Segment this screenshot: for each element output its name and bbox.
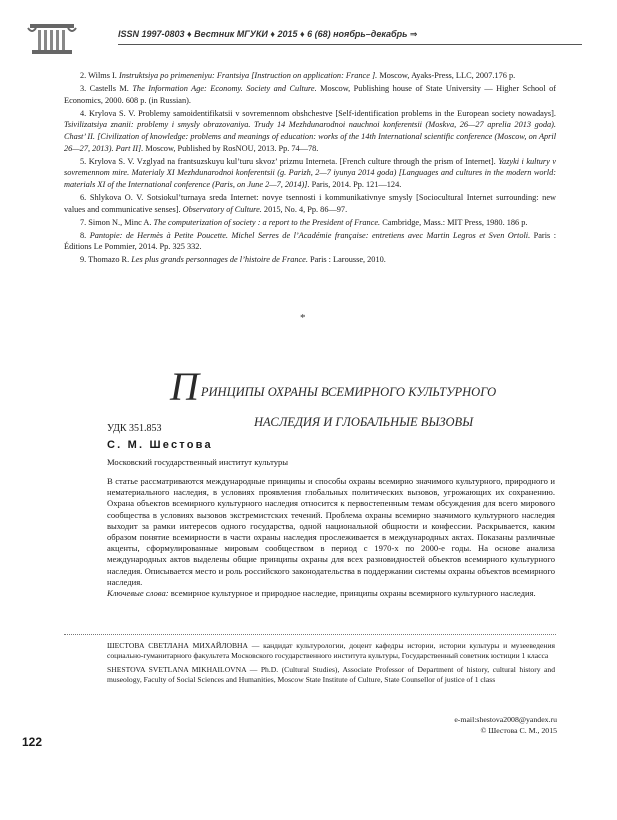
reference-item: 6. Shlykova O. V. Sotsiokul’turnaya sreda Internet: novye tsennosti i kommunikativnye smysly [Sociocultural Internet surrounding: new values and communicative senses]. Observatory of Culture. 2015, No. 4, Pp. 86—97. [64, 192, 556, 214]
journal-info: ISSN 1997-0803 ♦ Вестник МГУКИ ♦ 2015 ♦ 6 (68) ноябрь–декабрь ⇒ [118, 29, 418, 39]
bio-russian: ШЕСТОВА СВЕТЛАНА МИХАЙЛОВНА — кандидат культурологии, доцент кафедры истории, истории культуры и музееведения социально-гуманитарного факультета Московского государственного института культуры, Государственный советник юстиции 1 класса [107, 641, 555, 661]
reference-item: 8. Pantopie: de Hermès à Petite Poucette. Michel Serres de l’Académie française: entretiens avec Martin Legros et Sven Ortoli. Paris : Éditions Le Pommier, 2014. Pp. 325 332. [64, 230, 557, 252]
reference-item: 4. Krylova S. V. Problemy samoidentifikatsii v sovremennom obshchestve [Self-identification problems in the European society nowadays]. Tsivilizatsiya znanii: problemy i smysly obrazovaniya. Trudy 14 Mezhdunarodnoi nauchnoi konferentsii (Moskva, 26—27 aprelia 2013 goda). Chast’ II. [Civilization of knowledge: problems and meanings of education: works of the 14th International scientific conference (Moscow, on April 26—27, 2013). Part II]. Moscow, Published by RosNOU, 2013. Pp. 74—78. [64, 108, 556, 153]
section-separator-star: * [300, 312, 306, 324]
title-line-1-text: РИНЦИПЫ ОХРАНЫ ВСЕМИРНОГО КУЛЬТУРНОГО [200, 385, 497, 399]
author-email: e-mail:shestova2008@yandex.ru [454, 715, 557, 724]
running-header [22, 22, 582, 56]
reference-item: 9. Thomazo R. Les plus grands personnages de l’histoire de France. Paris : Larousse, 2010. [80, 255, 386, 265]
keywords [107, 588, 555, 599]
bio-english: SHESTOVA SVETLANA MIKHAILOVNA — Ph.D. (Cultural Studies), Associate Professor of Department of history, cultural history and museology, Faculty of Social Sciences and Humanities, Moscow State Institute of Culture, State Counsellor of justice of 1 class [107, 664, 555, 684]
author-bio [107, 641, 555, 688]
keywords-label: Ключевые слова: [107, 588, 169, 599]
reference-item: 3. Castells M. The Information Age: Economy. Society and Culture. Moscow, Publishing house of State University — Higher School of Economics, 2000. 608 p. (in Russian). [64, 84, 556, 105]
author-institution: Московский государственный институт культуры [107, 457, 289, 467]
udc-code: УДК 351.853 [107, 423, 162, 434]
column-logo-icon [22, 22, 82, 56]
title-initial-letter: П [170, 364, 199, 409]
abstract [107, 476, 555, 599]
reference-item: 5. Krylova S. V. Vzglyad na frantsuzskuyu kul’turu skvoz’ prizmu Interneta. [French culture through the prism of Internet]. Yazyki i kultury v sovremennom mire. Materialy XI Mezhdunarodnoi konferentsii (g. Parizh, 2—7 iyunya 2014 goda) [Languages and cultures in the modern world: materials XI of the International conference (Paris, on June 2—7, 2014)]. Paris, 2014. Pp. 121—124. [64, 156, 556, 189]
header-rule [118, 44, 582, 45]
references-list [64, 70, 556, 268]
keywords-text: всемирное культурное и природное наследие, принципы охраны всемирного культурного наследия. [168, 588, 536, 599]
title-line-2: НАСЛЕДИЯ И ГЛОБАЛЬНЫЕ ВЫЗОВЫ [254, 415, 474, 429]
abstract-text: В статье рассматриваются международные принципы и способы охраны всемирно значимого культурного, природного и нематериального наследия, в условиях проявления глобальных политических вызовов, угрожающих их сохранению. Охрана объектов всемирного культурного наследия относится к первостепенным темам обсуждения для всего мирового сообщества в условиях вызовов экстремистских течений. Проблема охраны всемирно значимого культурного наследия выходит за рамки интересов одного государства, одной национальной общности и конфессии. Раскрывается, каким образом понятие всемирности в части охраны наследия прослеживается в международных актах. Показаны различные акценты, сформулированные мировым сообществом в период с 1970-х по 2000-е годы. На основе анализа международных актов выделены общие принципы охраны для всех разновидностей объектов всемирного культурного наследия. Описывается место и роль российского законодательства в поддержании системы охраны объектов всемирного наследия. [107, 476, 555, 587]
author-name: С. М. Шестова [107, 439, 213, 451]
contact-block [454, 715, 557, 736]
reference-item: 7. Simon N., Minc A. The computerization of society : a report to the President of France. Cambridge, Mass.: MIT Press, 1980. 186 p. [80, 217, 528, 227]
page-number: 122 [22, 735, 43, 749]
copyright: © Шестова С. М., 2015 [480, 725, 557, 735]
dotted-divider [64, 634, 556, 635]
reference-item: 2. Wilms I. Instruktsiya po primeneniyu: Frantsiya [Instruction on application: France ]. Moscow, Ayaks-Press, LLC, 2007.176 p. [80, 71, 516, 80]
article-title [170, 364, 560, 432]
title-line-1 [170, 364, 560, 409]
